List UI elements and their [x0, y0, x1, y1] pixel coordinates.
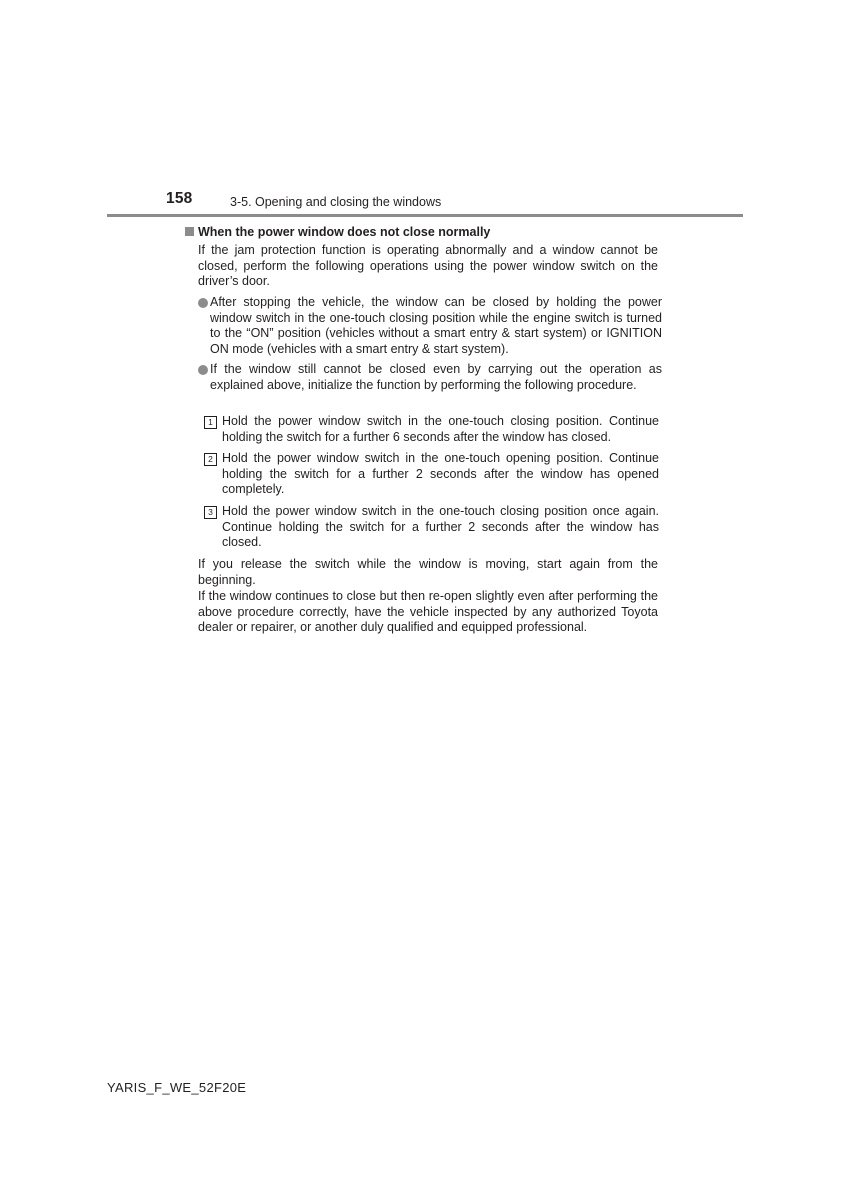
bullet-text: After stopping the vehicle, the window can be closed by holding the power window switch in the one-touch closing position while the engine switch is turned to the “ON” position (vehicles without a smart entry & start system) or IGNITION ON mode (vehicles with a smart entry & start system).: [210, 295, 662, 357]
note-paragraph: If the window continues to close but then re-open slightly even after performing the above procedure correctly, have the vehicle inspected by any authorized Toyota dealer or repairer, or another duly qualified and equipped professional.: [198, 589, 658, 635]
step-text: Hold the power window switch in the one-touch closing position once again. Continue holding the switch for a further 2 seconds after the window has closed.: [222, 504, 659, 550]
bullet-text: If the window still cannot be closed even by carrying out the operation as explained above, initialize the function by performing the following procedure.: [210, 362, 662, 392]
page-number: 158: [166, 190, 193, 207]
step-number-box: 2: [204, 453, 217, 466]
intro-paragraph: If the jam protection function is operating abnormally and a window cannot be closed, perform the following operations using the power window switch on the driver’s door.: [198, 243, 658, 289]
section-title: 3-5. Opening and closing the windows: [230, 195, 442, 209]
bullet-dot-icon: [198, 298, 208, 308]
heading-text: When the power window does not close normally: [198, 225, 491, 239]
step-number-box: 1: [204, 416, 217, 429]
header-divider: [107, 214, 743, 217]
subsection-heading: [185, 225, 490, 239]
note-paragraph: If you release the switch while the window is moving, start again from the beginning.: [198, 557, 658, 587]
bullet-dot-icon: [198, 365, 208, 375]
step-text: Hold the power window switch in the one-touch closing position. Continue holding the switch for a further 6 seconds after the window has closed.: [222, 414, 659, 444]
document-code: YARIS_F_WE_52F20E: [107, 1080, 247, 1095]
heading-square-icon: [185, 227, 194, 236]
step-text: Hold the power window switch in the one-touch opening position. Continue holding the switch for a further 2 seconds after the window has opened completely.: [222, 451, 659, 497]
step-number-box: 3: [204, 506, 217, 519]
